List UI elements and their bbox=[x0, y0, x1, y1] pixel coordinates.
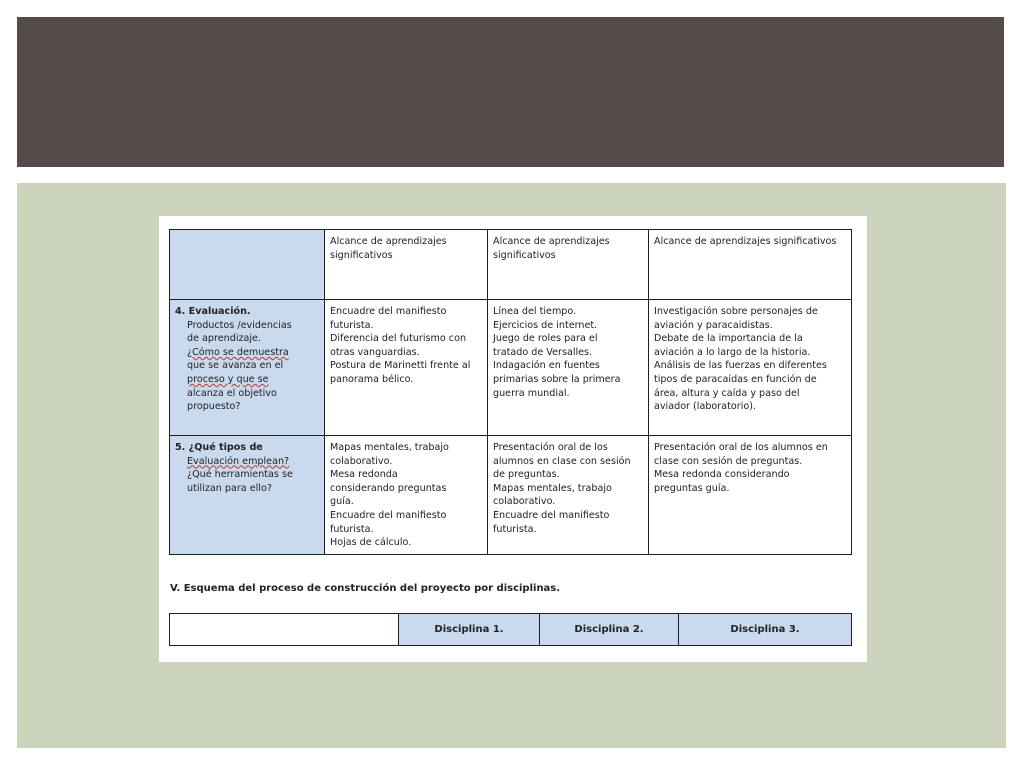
row-label-tipos-evaluacion bbox=[170, 436, 325, 555]
cell-line: otras vanguardias. bbox=[330, 346, 420, 358]
cell-line: colaborativo. bbox=[493, 496, 556, 508]
cell-line: Análisis de las fuerzas en diferentes bbox=[654, 360, 827, 372]
cell-line: clase con sesión de preguntas. bbox=[654, 455, 803, 467]
cell-line: aviador (laboratorio). bbox=[654, 401, 757, 413]
row-subtext: proceso y que se bbox=[187, 373, 269, 385]
table-header-cell bbox=[170, 230, 325, 300]
cell-line: colaborativo. bbox=[330, 455, 393, 467]
cell-line: primarias sobre la primera bbox=[493, 373, 621, 385]
document-image bbox=[159, 216, 867, 662]
cell-line: Indagación en fuentes bbox=[493, 360, 600, 372]
row-title: 4. Evaluación. bbox=[175, 306, 251, 317]
table-cell bbox=[649, 436, 852, 555]
row-subtext: propuesto? bbox=[187, 401, 241, 413]
table-cell bbox=[488, 436, 649, 555]
cell-line: tipos de paracaídas en función de bbox=[654, 373, 817, 385]
table-header-cell: Alcance de aprendizajes significativos bbox=[649, 230, 852, 300]
cell-line: Encuadre del manifiesto bbox=[330, 509, 447, 521]
cell-line: guerra mundial. bbox=[493, 387, 570, 399]
row-label-evaluacion bbox=[170, 300, 325, 436]
row-title: 5. ¿Qué tipos de bbox=[175, 442, 263, 453]
cell-line: futurista. bbox=[330, 523, 374, 535]
table-cell bbox=[325, 300, 488, 436]
cell-line: Investigación sobre personajes de bbox=[654, 306, 818, 317]
table-row bbox=[170, 436, 852, 555]
cell-line: Mesa redonda bbox=[330, 469, 398, 481]
cell-line: Línea del tiempo. bbox=[493, 306, 577, 317]
row-subtext: utilizan para ello? bbox=[187, 482, 272, 494]
table-row bbox=[170, 614, 852, 646]
row-subtext: de aprendizaje. bbox=[187, 333, 262, 345]
section-title: V. Esquema del proceso de construcción del proyecto por disciplinas. bbox=[170, 583, 561, 594]
cell-line: aviación y paracaidistas. bbox=[654, 319, 773, 331]
cell-line: considerando preguntas bbox=[330, 482, 447, 494]
cell-line: aviación a lo largo de la historia. bbox=[654, 346, 811, 358]
cell-line: futurista. bbox=[330, 319, 374, 331]
cell-line: Diferencia del futurismo con bbox=[330, 333, 467, 345]
cell-line: Debate de la importancia de la bbox=[654, 333, 803, 345]
cell-line: Encuadre del manifiesto bbox=[493, 509, 610, 521]
slide-title-band bbox=[17, 17, 1004, 167]
table-header-cell bbox=[170, 614, 399, 646]
table-row bbox=[170, 230, 852, 300]
cell-line: Ejercicios de internet. bbox=[493, 319, 598, 331]
cell-line: Mesa redonda considerando bbox=[654, 469, 790, 481]
cell-line: área, altura y caída y paso del bbox=[654, 387, 800, 399]
evaluation-table bbox=[169, 229, 852, 555]
cell-line: futurista. bbox=[493, 523, 537, 535]
row-subtext: que se avanza en el bbox=[187, 360, 284, 372]
cell-line: preguntas guía. bbox=[654, 482, 730, 494]
cell-line: Encuadre del manifiesto bbox=[330, 306, 447, 317]
table-row bbox=[170, 300, 852, 436]
cell-line: alumnos en clase con sesión bbox=[493, 455, 631, 467]
cell-line: panorama bélico. bbox=[330, 373, 414, 385]
table-header-cell: Alcance de aprendizajes significativos bbox=[325, 230, 488, 300]
cell-line: de preguntas. bbox=[493, 469, 560, 481]
cell-line: guía. bbox=[330, 496, 354, 508]
table-header-cell: Disciplina 3. bbox=[679, 614, 852, 646]
table-cell bbox=[325, 436, 488, 555]
cell-line: Presentación oral de los bbox=[493, 442, 608, 453]
cell-line: tratado de Versalles. bbox=[493, 346, 593, 358]
row-subtext: ¿Cómo se demuestra bbox=[187, 346, 289, 358]
disciplines-table bbox=[169, 613, 852, 646]
row-subtext: Evaluación emplean? bbox=[187, 455, 290, 467]
table-cell bbox=[488, 300, 649, 436]
cell-line: Postura de Marinetti frente al bbox=[330, 360, 471, 372]
cell-line: Mapas mentales, trabajo bbox=[493, 482, 612, 494]
row-subtext: alcanza el objetivo bbox=[187, 387, 277, 399]
cell-line: Presentación oral de los alumnos en bbox=[654, 442, 828, 453]
table-header-cell: Disciplina 2. bbox=[540, 614, 679, 646]
table-header-cell: Disciplina 1. bbox=[399, 614, 540, 646]
cell-line: Juego de roles para el bbox=[493, 333, 598, 345]
table-cell bbox=[649, 300, 852, 436]
cell-line: Mapas mentales, trabajo bbox=[330, 442, 449, 453]
cell-line: Hojas de cálculo. bbox=[330, 537, 412, 549]
table-header-cell: Alcance de aprendizajes significativos bbox=[488, 230, 649, 300]
row-subtext: Productos /evidencias bbox=[187, 319, 292, 331]
row-subtext: ¿Qué herramientas se bbox=[187, 469, 293, 481]
